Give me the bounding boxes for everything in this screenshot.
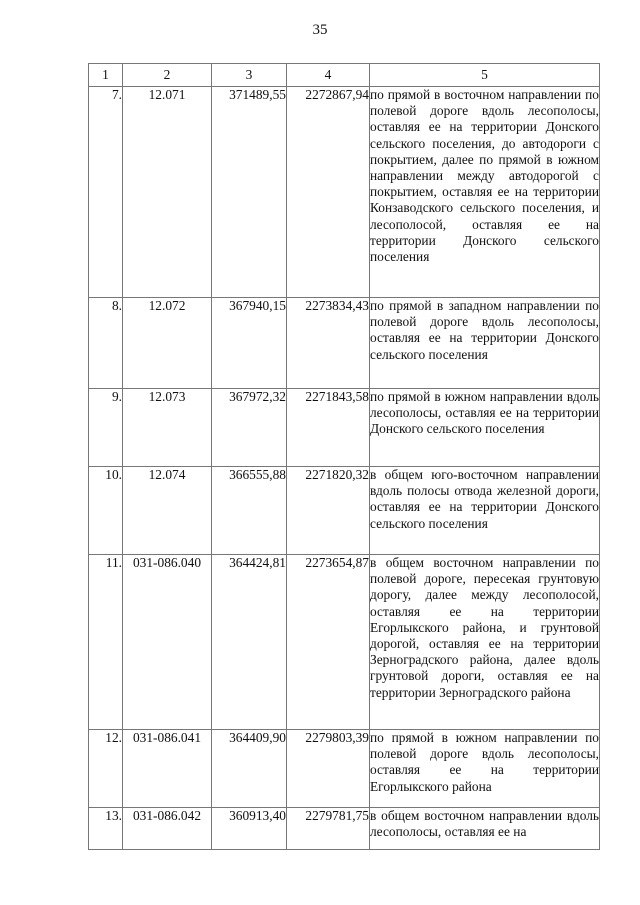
boundary-description: в общем юго-восточном направлении вдоль полосы отвода железной дороги, оставляя ее на территории Донского сельского поселения — [370, 467, 600, 555]
point-code: 031-086.041 — [123, 730, 212, 808]
table-row — [89, 808, 600, 850]
point-code: 12.073 — [123, 389, 212, 467]
point-code: 12.072 — [123, 298, 212, 389]
page-number: 35 — [312, 22, 328, 38]
point-code: 031-086.042 — [123, 808, 212, 850]
column-header-5: 5 — [370, 64, 600, 87]
boundary-description: по прямой в южном направлении по полевой дороге вдоль лесополосы, оставляя ее на территории Егорлыкского района — [370, 730, 600, 808]
table-row — [89, 467, 600, 555]
coordinate-x: 366555,88 — [212, 467, 287, 555]
row-number: 13. — [89, 808, 123, 850]
column-header-4: 4 — [287, 64, 370, 87]
boundary-description: по прямой в западном направлении по полевой дороге вдоль лесополосы, оставляя ее на территории Донского сельского поселения — [370, 298, 600, 389]
column-header-3: 3 — [212, 64, 287, 87]
coordinate-y: 2273654,87 — [287, 555, 370, 730]
coordinate-y: 2271843,58 — [287, 389, 370, 467]
boundary-description: по прямой в восточном направлении по полевой дороге вдоль лесополосы, оставляя ее на территории Донского сельского поселения, до автодороги с покрытием, далее по прямой в южном направлении между автодорогой с покрытием, оставляя ее на территории Конзаводского сельского поселения, и лесополосой, оставляя ее на территории Донского сельского поселения — [370, 87, 600, 298]
coordinate-x: 364409,90 — [212, 730, 287, 808]
table-row — [89, 730, 600, 808]
coordinate-y: 2273834,43 — [287, 298, 370, 389]
table-header-row — [89, 64, 600, 87]
coordinate-x: 371489,55 — [212, 87, 287, 298]
table-row — [89, 298, 600, 389]
row-number: 7. — [89, 87, 123, 298]
coordinate-x: 360913,40 — [212, 808, 287, 850]
coordinate-y: 2279803,39 — [287, 730, 370, 808]
boundary-description: в общем восточном направлении по полевой дороге, пересекая грунтовую дорогу, далее между лесополосой, оставляя ее на территории Егорлыкского района, и грунтовой дорогой, оставляя ее на территории Зерноградского района, далее вдоль грунтовой дороги, оставляя ее на территории Зерноградского района — [370, 555, 600, 730]
row-number: 8. — [89, 298, 123, 389]
row-number: 9. — [89, 389, 123, 467]
boundary-coordinates-table — [88, 63, 600, 850]
row-number: 11. — [89, 555, 123, 730]
row-number: 10. — [89, 467, 123, 555]
point-code: 12.071 — [123, 87, 212, 298]
table-row — [89, 555, 600, 730]
boundary-description: в общем восточном направлении вдоль лесополосы, оставляя ее на — [370, 808, 600, 850]
coordinate-x: 364424,81 — [212, 555, 287, 730]
coordinate-x: 367972,32 — [212, 389, 287, 467]
coordinate-y: 2279781,75 — [287, 808, 370, 850]
column-header-1: 1 — [89, 64, 123, 87]
point-code: 031-086.040 — [123, 555, 212, 730]
row-number: 12. — [89, 730, 123, 808]
coordinate-y: 2271820,32 — [287, 467, 370, 555]
column-header-2: 2 — [123, 64, 212, 87]
table-row — [89, 87, 600, 298]
table-row — [89, 389, 600, 467]
boundary-description: по прямой в южном направлении вдоль лесополосы, оставляя ее на территории Донского сельского поселения — [370, 389, 600, 467]
point-code: 12.074 — [123, 467, 212, 555]
coordinate-x: 367940,15 — [212, 298, 287, 389]
coordinate-y: 2272867,94 — [287, 87, 370, 298]
